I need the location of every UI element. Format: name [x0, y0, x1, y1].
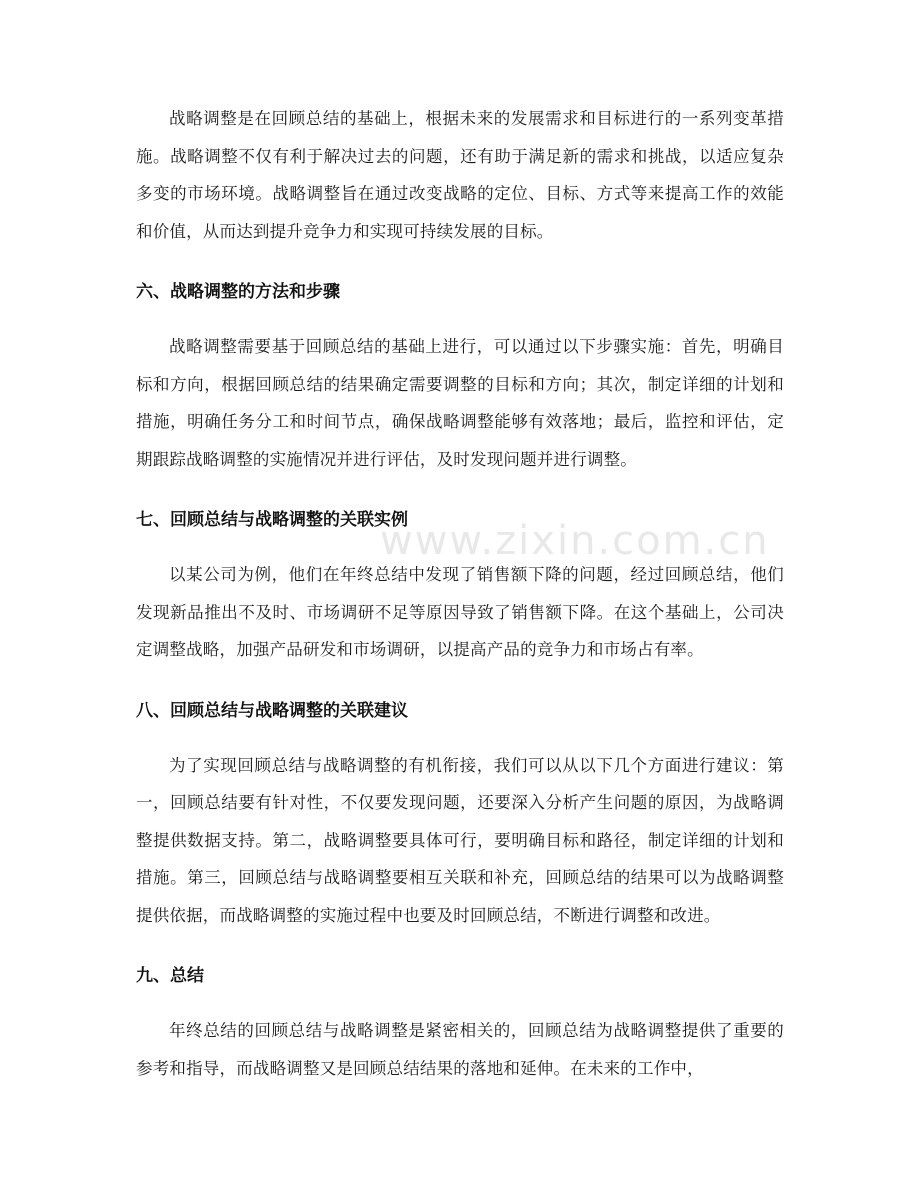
- section-paragraph-9: 年终总结的回顾总结与战略调整是紧密相关的，回顾总结为战略调整提供了重要的参考和指导，而战略调整又是回顾总结结果的落地和延伸。在未来的工作中，: [136, 1021, 784, 1078]
- watermark-text: www.zixin.com.cn: [380, 518, 770, 564]
- section-heading-6: 六、战略调整的方法和步骤: [136, 282, 340, 302]
- document-page: [136, 100, 784, 1087]
- section-heading-7: 七、回顾总结与战略调整的关联实例: [136, 510, 408, 530]
- section-heading-8: 八、回顾总结与战略调整的关联建议: [136, 700, 408, 721]
- section-paragraph-6: 战略调整需要基于回顾总结的基础上进行，可以通过以下步骤实施：首先，明确目标和方向，根据回顾总结的结果确定需要调整的目标和方向；其次，制定详细的计划和措施，明确任务分工和时间节点，确保战略调整能够有效落地；最后，监控和评估，定期跟踪战略调整的实施情况并进行评估，及时发现问题并进行调整。: [136, 337, 784, 469]
- section-paragraph-7: 以某公司为例，他们在年终总结中发现了销售额下降的问题，经过回顾总结，他们发现新品推出不及时、市场调研不足等原因导致了销售额下降。在这个基础上，公司决定调整战略，加强产品研发和市场调研，以提高产品的竞争力和市场占有率。: [136, 565, 784, 659]
- intro-paragraph: 战略调整是在回顾总结的基础上，根据未来的发展需求和目标进行的一系列变革措施。战略调整不仅有利于解决过去的问题，还有助于满足新的需求和挑战，以适应复杂多变的市场环境。战略调整旨在通过改变战略的定位、目标、方式等来提高工作的效能和价值，从而达到提升竞争力和实现可持续发展的目标。: [136, 109, 784, 241]
- section-heading-9: 九、总结: [136, 966, 204, 986]
- section-paragraph-8: 为了实现回顾总结与战略调整的有机衔接，我们可以从以下几个方面进行建议：第一，回顾总结要有针对性，不仅要发现问题，还要深入分析产生问题的原因，为战略调整提供数据支持。第二，战略调整要具体可行，要明确目标和路径，制定详细的计划和措施。第三，回顾总结与战略调整要相互关联和补充，回顾总结的结果可以为战略调整提供依据，而战略调整的实施过程中也要及时回顾总结，不断进行调整和改进。: [136, 755, 784, 925]
